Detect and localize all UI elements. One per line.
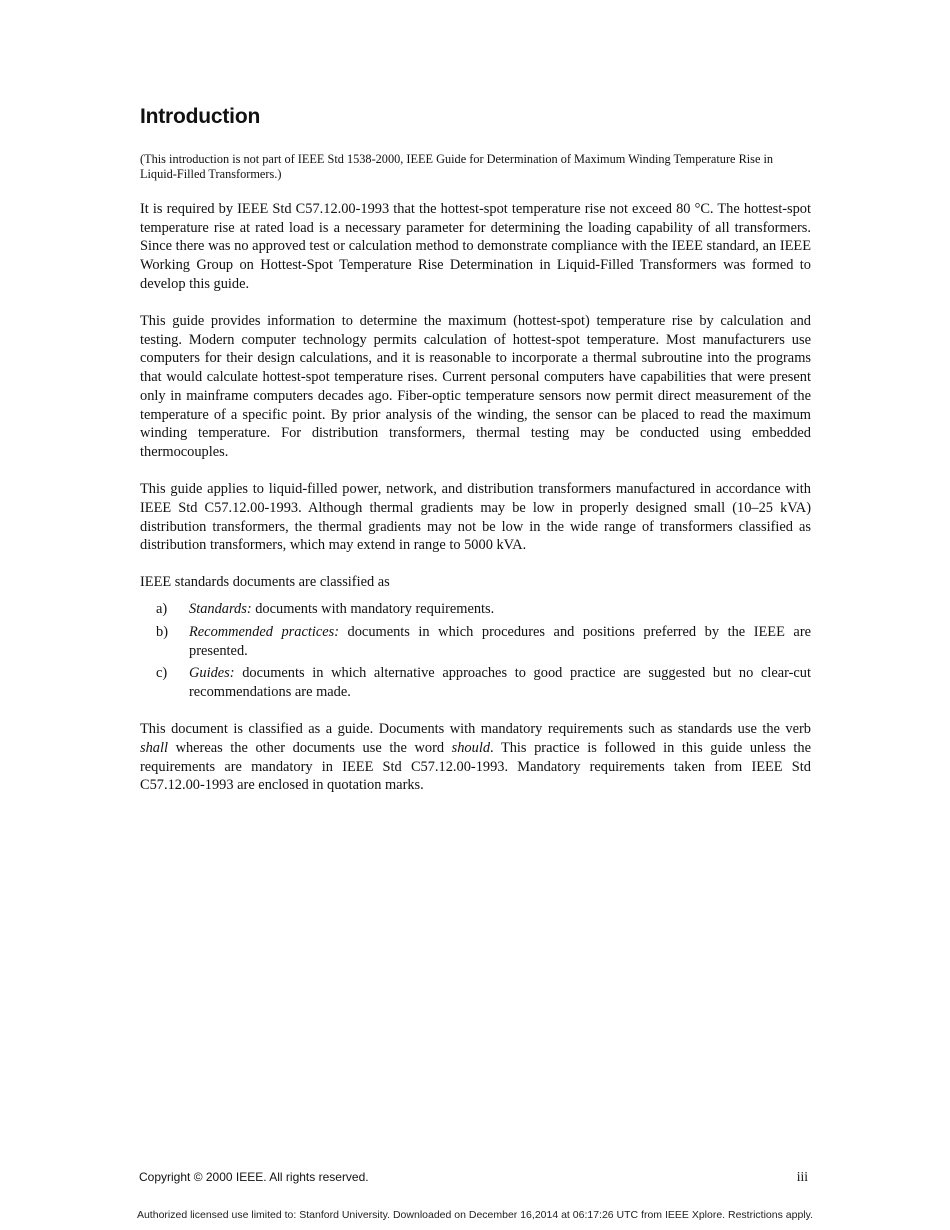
- paragraph-2: This guide provides information to determine the maximum (hottest-spot) temperature rise by calculation and testing. Modern computer technology permits calculation of hottest-spot temperature. Most manufacturers use computers for their design calculations, and it is reasonable to incorporate a thermal subroutine into the programs that would calculate hottest-spot temperature rises. Current personal computers have capabilities that were present only in mainframe computers decades ago. Fiber-optic temperature sensors now permit direct measurement of the temperature of a specific point. By prior analysis of the winding, the sensor can be placed to read the maximum winding temperature. For distribution transformers, thermal testing may be conducted using embedded thermocouples.: [140, 313, 811, 460]
- license-notice: Authorized licensed use limited to: Stanford University. Downloaded on December 16,2014 at 06:17:26 UTC from IEEE Xplore. Restrictions apply.: [136, 1209, 814, 1221]
- paragraph-5-part-1: This document is classified as a guide. Documents with mandatory requirements such as standards use the verb: [140, 721, 811, 738]
- emphasis-should: should: [451, 739, 491, 756]
- paragraph-5-part-3: . This practice is followed in this guide unless the requirements are mandatory in IEEE Std C57.12.00-1993. Mandatory requirements taken from IEEE Std C57.12.00-1993 are enclosed in quotation marks.: [140, 739, 811, 794]
- document-body: [140, 152, 811, 813]
- emphasis-shall: shall: [140, 739, 168, 756]
- list-item-description: documents in which procedures and positions preferred by the IEEE are presented.: [189, 623, 812, 659]
- list-item-description: documents with mandatory requirements.: [251, 601, 495, 618]
- list-item: [140, 623, 811, 660]
- list-item-term: Recommended practices:: [189, 623, 339, 640]
- paragraph-4: IEEE standards documents are classified as: [140, 574, 390, 591]
- list-marker: a): [156, 601, 168, 618]
- list-item-text: [189, 665, 811, 700]
- paragraph-1: It is required by IEEE Std C57.12.00-1993 that the hottest-spot temperature rise not exceed 80 °C. The hottest-spot temperature rise at rated load is a necessary parameter for determining the loading capability of all transformers. Since there was no approved test or calculation method to demonstrate compliance with the IEEE standard, an IEEE Working Group on Hottest-Spot Temperature Rise Determination in Liquid-Filled Transformers was formed to develop this guide.: [140, 201, 811, 292]
- intro-note: (This introduction is not part of IEEE Std 1538-2000, IEEE Guide for Determination of Maximum Winding Temperature Rise in Liquid-Filled Transformers.): [140, 152, 774, 181]
- page-title: Introduction: [140, 105, 261, 128]
- paragraph-3: This guide applies to liquid-filled power, network, and distribution transformers manufactured in accordance with IEEE Std C57.12.00-1993. Although thermal gradients may be low in properly designed small (10–25 kVA) distribution transformers, the thermal gradients may not be low in the wide range of transformers classified as distribution transformers, which may extend in range to 5000 kVA.: [140, 481, 811, 554]
- list-item-term: Standards:: [189, 601, 252, 618]
- footer-copyright: Copyright © 2000 IEEE. All rights reserved.: [139, 1170, 369, 1184]
- list-marker: c): [156, 665, 168, 682]
- paragraph-5-part-2: whereas the other documents use the word: [168, 739, 452, 756]
- list-item-term: Guides:: [189, 665, 235, 682]
- paragraph-5: [140, 720, 811, 795]
- classification-list: [140, 600, 811, 702]
- list-marker: b): [156, 623, 168, 640]
- list-item: [140, 664, 811, 701]
- page-number: iii: [796, 1169, 808, 1184]
- list-item-text: [189, 601, 494, 617]
- list-item-text: [189, 624, 811, 659]
- list-item-description: documents in which alternative approaches to good practice are suggested but no clear-cut recommendations are made.: [189, 665, 811, 700]
- list-item: [140, 600, 811, 619]
